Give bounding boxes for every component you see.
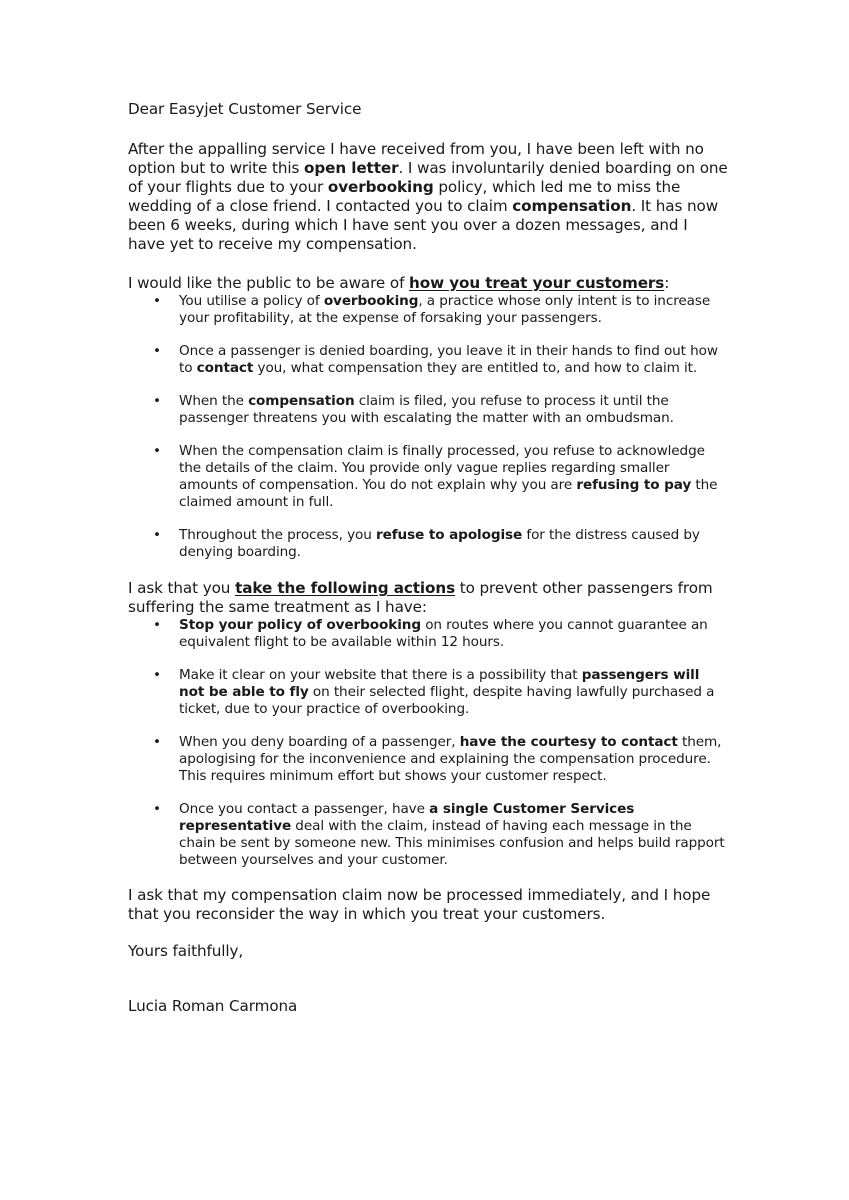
signature-name: Lucia Roman Carmona (128, 997, 298, 1015)
actions-list (128, 617, 728, 869)
list-item: • You utilise a policy of overbooking, a practice whose only intent is to increase your profitability, at the expense of forsaking your passengers. (153, 293, 711, 326)
bold-phrase: overbooking (327, 178, 434, 196)
list-item: • Make it clear on your website that there is a possibility that passengers will not be able to fly on their selected flight, despite having lawfully purchased a ticket, due to your practice of overbooking. (153, 667, 715, 717)
bullet-icon: • (153, 527, 161, 543)
bullet-icon: • (153, 801, 161, 817)
list-item: • Throughout the process, you refuse to apologise for the distress caused by denying boarding. (153, 527, 700, 560)
opening-paragraph: After the appalling service I have received from you, I have been left with no option but to write this open letter. I was involuntarily denied boarding on one of your flights due to your overbooking policy, which led me to miss the wedding of a close friend. I contacted you to claim compensation. It has now been 6 weeks, during which I have sent you over a dozen messages, and I have yet to receive my compensation. (128, 140, 728, 253)
underlined-heading: how you treat your customers (409, 274, 665, 292)
bullet-icon: • (153, 293, 161, 309)
complimentary-close: Yours faithfully, (128, 942, 244, 960)
bullet-icon: • (153, 343, 161, 359)
list-item: • When the compensation claim is filed, you refuse to process it until the passenger threatens you with escalating the matter with an ombudsman. (153, 393, 674, 426)
bullet-icon: • (153, 667, 161, 683)
list-item: • Once you contact a passenger, have a single Customer Services representative deal with the claim, instead of having each message in the chain be sent by someone new. This minimises confusion and helps build rapport between yourselves and your customer. (153, 801, 725, 868)
bold-phrase: open letter (304, 159, 399, 177)
bullet-icon: • (153, 617, 161, 633)
list-item: • Stop your policy of overbooking on routes where you cannot guarantee an equivalent flight to be available within 12 hours. (153, 617, 708, 650)
list-item: • Once a passenger is denied boarding, you leave it in their hands to find out how to contact you, what compensation they are entitled to, and how to claim it. (153, 343, 718, 376)
list-item: • When the compensation claim is finally processed, you refuse to acknowledge the details of the claim. You provide only vague replies regarding smaller amounts of compensation. You do not explain why you are refusing to pay the claimed amount in full. (153, 443, 718, 510)
bullet-icon: • (153, 734, 161, 750)
underlined-heading: take the following actions (235, 579, 456, 597)
bullet-icon: • (153, 443, 161, 459)
list-item: • When you deny boarding of a passenger, have the courtesy to contact them, apologising for the inconvenience and explaining the compensation procedure. This requires minimum effort but shows your customer respect. (153, 734, 722, 784)
complaints-list (128, 293, 728, 561)
closing-paragraph: I ask that my compensation claim now be processed immediately, and I hope that you reconsider the way in which you treat your customers. (128, 886, 711, 923)
complaints-intro: I would like the public to be aware of how you treat your customers: (128, 274, 670, 292)
salutation: Dear Easyjet Customer Service (128, 100, 362, 118)
letter-page (128, 100, 728, 1016)
bullet-icon: • (153, 393, 161, 409)
bold-phrase: compensation (512, 197, 632, 215)
actions-intro: I ask that you take the following actions to prevent other passengers from suffering the same treatment as I have: (128, 579, 713, 616)
